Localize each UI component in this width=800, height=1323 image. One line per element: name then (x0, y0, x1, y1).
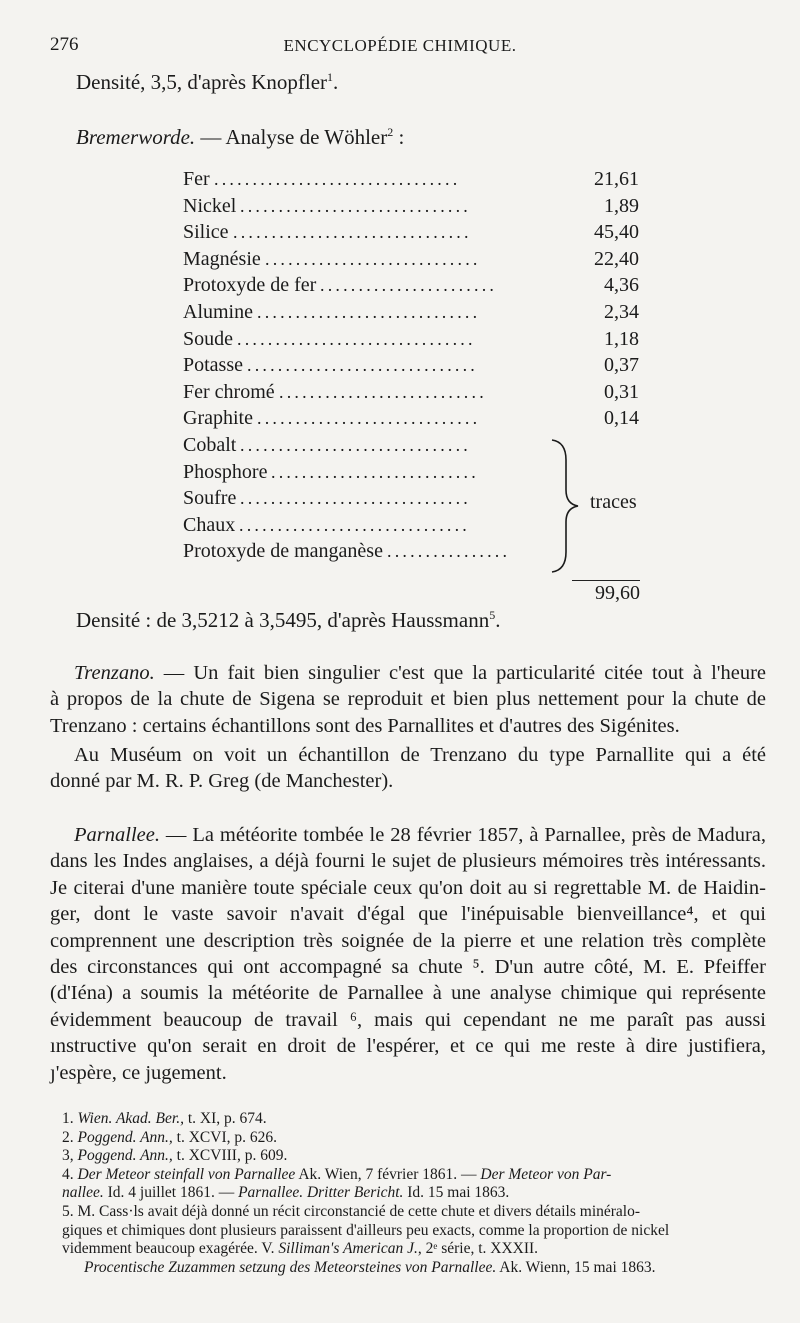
text-line (50, 1007, 766, 1033)
line-text: des circonstances qui ont accompagné sa chute ⁵. D'un autre côté, M. E. Pfeiffer (50, 956, 766, 979)
text-line (50, 875, 766, 901)
analysis-total: 99,60 (595, 582, 640, 604)
analysis-name: Phosphore (183, 460, 268, 483)
footnote-text: giques et chimiques dont plusieurs paraissent d'ailleurs peu exacts, comme la proportion de nickel (62, 1221, 670, 1239)
analysis-name: Cobalt (183, 433, 237, 456)
analysis-name: Soude (183, 327, 233, 350)
line-text: Au Muséum on voit un échantillon de Trenzano du type Parnallite qui a été (74, 744, 766, 766)
analysis-value: 0,14 (604, 407, 639, 430)
footnote-title: Poggend. Ann., (77, 1147, 173, 1165)
footnote-line (62, 1203, 762, 1222)
footnote-text: t. XCVI, p. 626. (172, 1128, 277, 1146)
analysis-name: Alumine (183, 300, 253, 323)
line-text: ger, dont le vaste savoir n'avait d'égal que l'inépuisable bienveillance⁴, et qui (50, 903, 766, 926)
leader-dots: .............................. (240, 434, 471, 455)
footnote-text: t. XI, p. 674. (183, 1110, 267, 1127)
footnote-line (62, 1184, 762, 1203)
footnote-title: Der Meteor von Par- (480, 1165, 612, 1183)
analysis-name: Fer (183, 168, 210, 190)
analysis-row (183, 299, 643, 326)
line-text: (d'Iéna) a soumis la météorite de Parnallee à une analyse chimique qui représente (50, 982, 766, 1005)
leader-dots: .............................. (240, 195, 471, 216)
place-name: Trenzano. (74, 662, 155, 684)
text-line (50, 980, 766, 1006)
analysis-row (183, 272, 643, 299)
analysis-row (183, 405, 643, 432)
analysis-row (183, 193, 643, 220)
leader-dots: ....................... (320, 275, 498, 296)
footnote-title: Der Meteor steinfall von Parnallee (77, 1165, 296, 1183)
punct: . (495, 608, 501, 632)
density-knopfler-line (76, 70, 338, 95)
analysis-name: Soufre (183, 487, 237, 510)
place-name: Bremerworde. (76, 125, 196, 149)
analysis-name: Chaux (183, 513, 236, 536)
analysis-row (183, 326, 643, 353)
analysis-value: 2,34 (604, 300, 639, 323)
leader-dots: .............................. (240, 488, 471, 509)
footnote-title: Poggend. Ann., (77, 1128, 173, 1146)
analysis-value: 22,40 (594, 247, 639, 270)
footnote-title: nallee. (62, 1184, 104, 1202)
density-text: Densité : de 3,5212 à 3,5495, d'après Haussmann (76, 608, 490, 632)
analysis-value: 0,31 (604, 380, 639, 403)
footnote-line (62, 1110, 762, 1129)
line-text: ȷ'espère, ce jugement. (50, 1061, 227, 1084)
footnote-title: Parnallee. Dritter Bericht. (238, 1184, 404, 1202)
leader-dots: ............................. (257, 408, 481, 429)
line-text: Je citerai d'une manière toute spéciale ceux qu'on doit au si regrettable M. de Haidin- (50, 876, 766, 899)
brace-icon (548, 438, 588, 574)
analysis-name: Graphite (183, 407, 253, 430)
line-text: ınstructive qu'on serait en droit de l'espérer, et ce qui me reste à dire justifiera, (50, 1035, 766, 1058)
leader-dots: ............................. (257, 301, 481, 322)
text-line (50, 660, 766, 686)
density-haussmann-line (76, 608, 500, 633)
analysis-row (183, 166, 643, 193)
footnote-line (62, 1129, 762, 1148)
footnote-text: M. Cass·ls avait déjà donné un récit circonstancié de cette chute et divers détails minéralo- (77, 1202, 641, 1220)
text-line (50, 686, 766, 712)
footnote-ref: 2 (387, 125, 394, 139)
footnote-number: 1. (62, 1110, 74, 1127)
analysis-value: 1,18 (604, 327, 639, 350)
traces-label: traces (590, 491, 637, 513)
text-line (50, 848, 766, 874)
line-text: à propos de la chute de Sigena se reproduit et bien plus nettement pour la chute de (50, 688, 766, 711)
parnallee-paragraph (50, 822, 766, 1086)
footnote-number: 5. (62, 1202, 74, 1220)
page-number: 276 (50, 34, 79, 55)
leader-dots: ................ (387, 541, 511, 562)
punct: : (393, 125, 405, 149)
footnote-text: Ak. Wien, 7 février 1861. — (295, 1165, 481, 1183)
footnote-ref: 1 (327, 70, 334, 84)
footnote-number: 3, (62, 1147, 74, 1165)
text-line (50, 928, 766, 954)
text-line (50, 1033, 766, 1059)
text-line (50, 901, 766, 927)
analysis-value: 45,40 (594, 221, 639, 244)
footnote-ref: 5 (489, 608, 496, 622)
footnotes (62, 1110, 762, 1277)
bremerworde-heading (76, 125, 404, 150)
analysis-row (183, 246, 643, 273)
footnote-line (62, 1166, 762, 1185)
line-text: dans les Indes anglaises, a déjà fourni le sujet de plusieurs mémoires très intéressants. (50, 850, 766, 873)
analysis-name: Silice (183, 221, 229, 244)
analysis-name: Protoxyde de manganèse (183, 540, 383, 563)
place-name: Parnallee. (74, 824, 160, 846)
punct: . (333, 70, 339, 94)
footnote-number: 4. (62, 1165, 74, 1183)
analysis-value: 0,37 (604, 354, 639, 377)
analysis-name: Protoxyde de fer (183, 274, 317, 297)
line-text: comprennent une description très soignée de la pierre et une relation très complète (50, 929, 766, 952)
running-title: ENCYCLOPÉDIE CHIMIQUE. (283, 36, 517, 55)
analysis-row (183, 219, 643, 246)
footnote-text: , 2ᵉ série, t. XXXII. (417, 1240, 539, 1258)
analysis-name: Magnésie (183, 247, 261, 270)
line-text: évidemment beaucoup de travail ⁶, mais qui cependant ne me paraît pas aussi (50, 1008, 766, 1031)
trenzano-paragraph (50, 660, 766, 739)
analysis-name: Nickel (183, 194, 237, 217)
analysis-value: 21,61 (594, 168, 639, 190)
analysis-row (183, 379, 643, 406)
footnote-text: t. XCVIII, p. 609. (172, 1147, 288, 1165)
leader-dots: ............................... (237, 328, 476, 349)
text-line (50, 713, 766, 739)
footnote-text: Id. 15 mai 1863. (403, 1184, 510, 1202)
line-text: donné par M. R. P. Greg (de Manchester). (50, 770, 394, 793)
analysis-name: Fer chromé (183, 380, 275, 403)
leader-dots: ............................ (265, 248, 481, 269)
line-text: Trenzano : certains échantillons sont des Parnallites et d'autres des Sigénites. (50, 714, 680, 737)
footnote-text: videmment beaucoup exagérée. V. (62, 1240, 279, 1258)
museum-paragraph (50, 742, 766, 795)
footnote-number: 2. (62, 1128, 74, 1146)
leader-dots: .............................. (247, 355, 478, 376)
footnote-line (62, 1147, 762, 1166)
heading-text: — Analyse de Wöhler (195, 125, 388, 149)
leader-dots: ................................ (214, 169, 461, 189)
footnote-line (62, 1222, 762, 1241)
line-text: — Un fait bien singulier c'est que la particularité citée tout à l'heure (154, 662, 766, 684)
text-line (50, 742, 766, 768)
footnote-title: Procentische Zuzammen setzung des Meteorsteines von Parnallee. (84, 1258, 497, 1276)
analysis-row (183, 352, 643, 379)
text-line (50, 768, 766, 794)
text-line (50, 1060, 766, 1086)
total-rule (572, 580, 640, 581)
density-text: Densité, 3,5, d'après Knopfler (76, 70, 328, 94)
analysis-value: 1,89 (604, 194, 639, 217)
leader-dots: ............................... (233, 222, 472, 243)
leader-dots: ........................... (279, 381, 487, 402)
footnote-text: Id. 4 juillet 1861. — (103, 1184, 239, 1202)
running-header (50, 34, 750, 60)
footnote-line (62, 1259, 762, 1278)
analysis-name: Potasse (183, 354, 243, 377)
leader-dots: .............................. (239, 514, 470, 535)
analysis-value: 4,36 (604, 274, 639, 297)
footnote-title: Silliman's American J. (278, 1240, 418, 1258)
footnote-title: Wien. Akad. Ber., (77, 1110, 184, 1127)
line-text: — La météorite tombée le 28 février 1857, à Parnallee, près de Madura, (159, 824, 766, 846)
text-line (50, 822, 766, 848)
text-line (50, 954, 766, 980)
footnote-line (62, 1240, 762, 1259)
footnote-text: Ak. Wienn, 15 mai 1863. (496, 1258, 656, 1276)
leader-dots: ........................... (271, 461, 479, 482)
